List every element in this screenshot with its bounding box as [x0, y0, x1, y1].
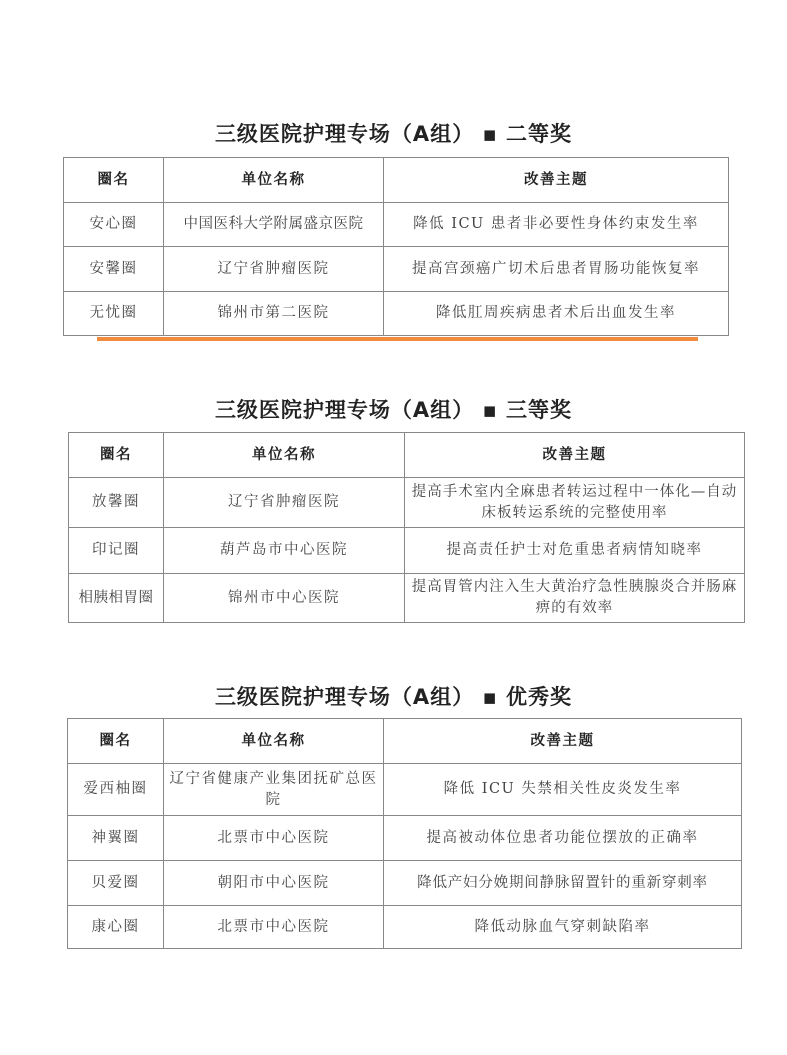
unit-cell: 葫芦岛市中心医院	[164, 528, 405, 574]
section-title-excellence-award: 三级医院护理专场（A组） ▪ 优秀奖	[214, 685, 573, 709]
theme-cell: 降低产妇分娩期间静脉留置针的重新穿刺率	[384, 861, 742, 906]
table-row	[68, 906, 742, 949]
table-row	[64, 203, 729, 247]
header-theme: 改善主题	[384, 158, 729, 203]
unit-cell: 锦州市第二医院	[164, 292, 384, 336]
circle-cell: 贝爱圈	[68, 861, 164, 906]
unit-cell: 北票市中心医院	[164, 816, 384, 861]
excellence-award-table	[67, 718, 742, 949]
theme-cell: 提高宫颈癌广切术后患者胃肠功能恢复率	[384, 247, 729, 292]
theme-cell: 降低动脉血气穿刺缺陷率	[384, 906, 742, 949]
section-title-second-prize: 三级医院护理专场（A组） ▪ 二等奖	[214, 122, 573, 146]
circle-cell: 神翼圈	[68, 816, 164, 861]
unit-cell: 北票市中心医院	[164, 906, 384, 949]
header-circle: 圈名	[64, 158, 164, 203]
theme-cell: 提高手术室内全麻患者转运过程中一体化—自动床板转运系统的完整使用率	[405, 478, 745, 528]
circle-cell: 爱西柚圈	[68, 764, 164, 816]
theme-cell: 降低 ICU 失禁相关性皮炎发生率	[384, 764, 742, 816]
theme-cell: 降低 ICU 患者非必要性身体约束发生率	[384, 203, 729, 247]
circle-cell: 相胰相胃圈	[69, 574, 164, 623]
table-row	[64, 292, 729, 336]
theme-cell: 提高胃管内注入生大黄治疗急性胰腺炎合并肠麻痹的有效率	[405, 574, 745, 623]
table-header-row	[69, 433, 745, 478]
circle-cell: 无忧圈	[64, 292, 164, 336]
table-row	[64, 247, 729, 292]
orange-divider	[97, 337, 698, 341]
unit-cell: 辽宁省肿瘤医院	[164, 478, 405, 528]
header-circle: 圈名	[69, 433, 164, 478]
table-row	[68, 764, 742, 816]
theme-cell: 降低肛周疾病患者术后出血发生率	[384, 292, 729, 336]
circle-cell: 安心圈	[64, 203, 164, 247]
table-row	[69, 574, 745, 623]
theme-cell: 提高被动体位患者功能位摆放的正确率	[384, 816, 742, 861]
unit-cell: 辽宁省肿瘤医院	[164, 247, 384, 292]
circle-cell: 安馨圈	[64, 247, 164, 292]
table-row	[68, 861, 742, 906]
section-title-third-prize: 三级医院护理专场（A组） ▪ 三等奖	[214, 398, 573, 422]
second-prize-table	[63, 157, 729, 336]
circle-cell: 印记圈	[69, 528, 164, 574]
header-circle: 圈名	[68, 719, 164, 764]
unit-cell: 辽宁省健康产业集团抚矿总医院	[164, 764, 384, 816]
table-header-row	[64, 158, 729, 203]
header-theme: 改善主题	[405, 433, 745, 478]
circle-cell: 放馨圈	[69, 478, 164, 528]
header-theme: 改善主题	[384, 719, 742, 764]
header-unit: 单位名称	[164, 719, 384, 764]
theme-cell: 提高责任护士对危重患者病情知晓率	[405, 528, 745, 574]
third-prize-table	[68, 432, 745, 623]
table-row	[69, 478, 745, 528]
table-header-row	[68, 719, 742, 764]
table-row	[69, 528, 745, 574]
unit-cell: 锦州市中心医院	[164, 574, 405, 623]
header-unit: 单位名称	[164, 433, 405, 478]
unit-cell: 朝阳市中心医院	[164, 861, 384, 906]
header-unit: 单位名称	[164, 158, 384, 203]
table-row	[68, 816, 742, 861]
unit-cell: 中国医科大学附属盛京医院	[164, 203, 384, 247]
circle-cell: 康心圈	[68, 906, 164, 949]
